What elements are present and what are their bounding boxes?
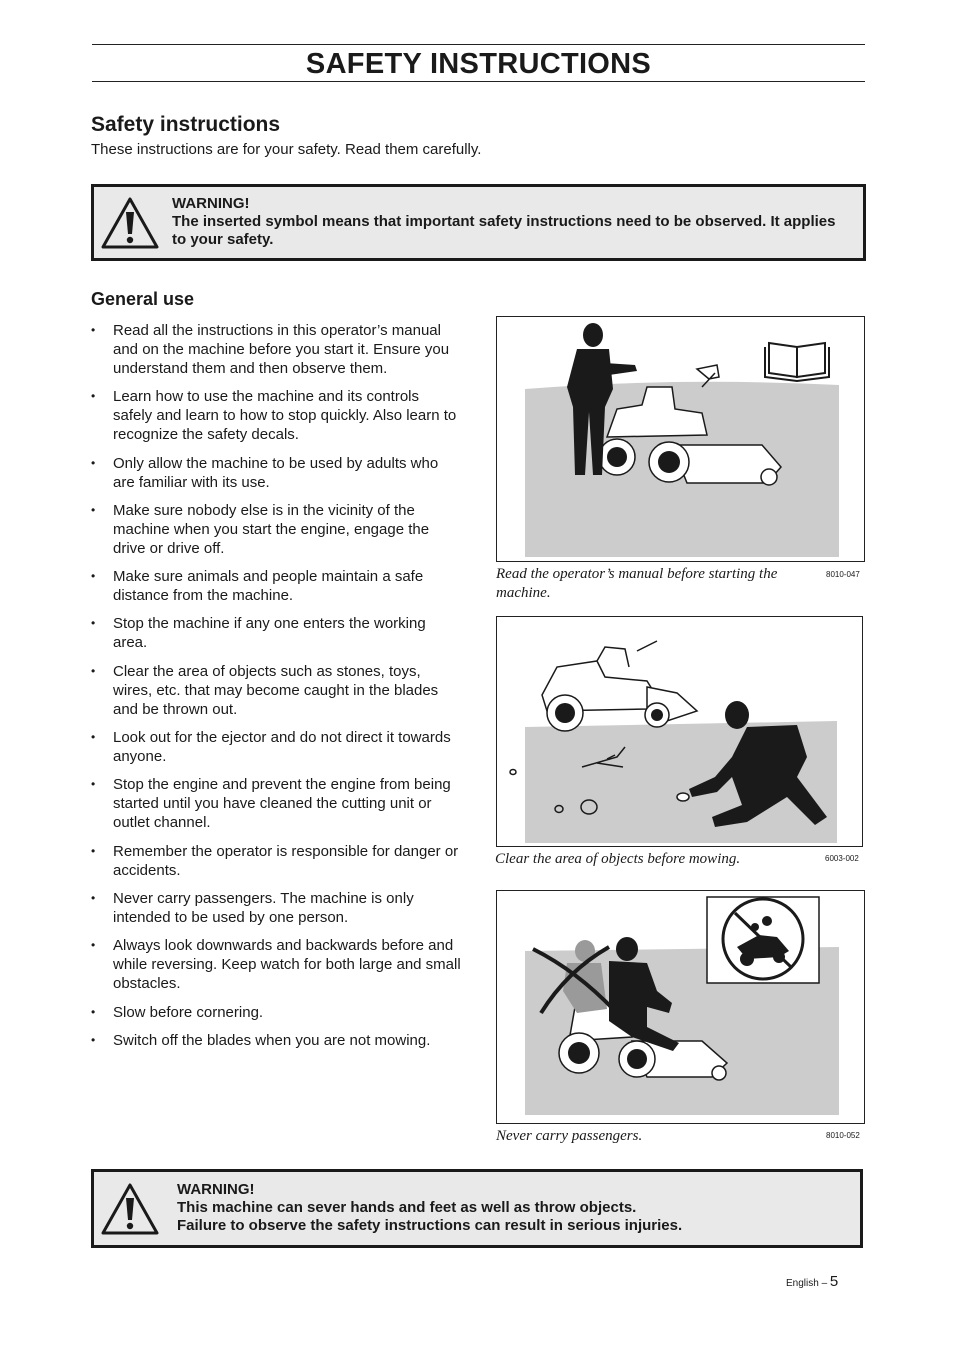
figure-code: 8010-047 <box>826 570 860 579</box>
general-use-list <box>91 321 461 1059</box>
list-item: • Stop the engine and prevent the engine from being started until you have cleaned the cutting unit or outlet channel. <box>91 775 461 832</box>
warning-text: The inserted symbol means that important safety instructions need to be observed. It applies to your safety. <box>172 213 836 248</box>
header-rule-bottom <box>92 81 865 82</box>
list-item: • Slow before cornering. <box>91 1003 461 1022</box>
list-item: • Read all the instructions in this operator’s manual and on the machine before you start it. Ensure you understand them and then observe them. <box>91 321 461 378</box>
page-footer <box>786 1273 838 1290</box>
warning-box-bottom <box>91 1169 863 1248</box>
warning-line-2: Failure to observe the safety instructions can result in serious injuries. <box>177 1217 683 1234</box>
figure-code: 6003-002 <box>825 854 859 863</box>
figure-no-passengers <box>496 890 865 1124</box>
list-item: • Stop the machine if any one enters the working area. <box>91 614 461 652</box>
general-use-heading: General use <box>91 289 195 309</box>
figure-caption: Clear the area of objects before mowing. <box>495 851 741 867</box>
figure-caption: Read the operator’s manual before starting the machine. <box>496 566 778 601</box>
list-item: • Switch off the blades when you are not mowing. <box>91 1031 461 1050</box>
list-item: • Always look downwards and backwards before and while reversing. Keep watch for both large and small obstacles. <box>91 936 461 993</box>
warning-triangle-icon <box>100 196 160 250</box>
list-item: • Remember the operator is responsible for danger or accidents. <box>91 842 461 880</box>
figure-read-manual <box>496 316 865 562</box>
page-number: 5 <box>829 1273 839 1290</box>
page-title: SAFETY INSTRUCTIONS <box>305 48 652 80</box>
figure-clear-area <box>496 616 863 847</box>
warning-label: WARNING! <box>172 195 250 212</box>
read-manual-illustration <box>497 317 864 561</box>
list-item: • Look out for the ejector and do not direct it towards anyone. <box>91 728 461 766</box>
header-rule-top <box>92 44 865 45</box>
list-item: • Clear the area of objects such as stones, toys, wires, etc. that may become caught in the blades and be thrown out. <box>91 662 461 719</box>
no-passengers-illustration <box>497 891 864 1123</box>
list-item: • Make sure animals and people maintain a safe distance from the machine. <box>91 567 461 605</box>
figure-code: 8010-052 <box>826 1131 860 1140</box>
warning-triangle-icon <box>100 1182 160 1236</box>
list-item: • Make sure nobody else is in the vicinity of the machine when you start the engine, engage the drive or drive off. <box>91 501 461 558</box>
figure-caption: Never carry passengers. <box>496 1128 643 1144</box>
list-item: • Learn how to use the machine and its controls safely and learn to how to stop quickly. Also learn to recognize the safety decals. <box>91 387 461 444</box>
clear-area-illustration <box>497 617 862 846</box>
footer-language: English – <box>786 1278 828 1289</box>
warning-line-1: This machine can sever hands and feet as well as throw objects. <box>177 1199 637 1216</box>
warning-box-top <box>91 184 866 261</box>
warning-label: WARNING! <box>177 1181 255 1198</box>
section-heading: Safety instructions <box>91 113 281 136</box>
list-item: • Only allow the machine to be used by adults who are familiar with its use. <box>91 454 461 492</box>
list-item: • Never carry passengers. The machine is only intended to be used by one person. <box>91 889 461 927</box>
section-intro: These instructions are for your safety. Read them carefully. <box>91 141 482 158</box>
